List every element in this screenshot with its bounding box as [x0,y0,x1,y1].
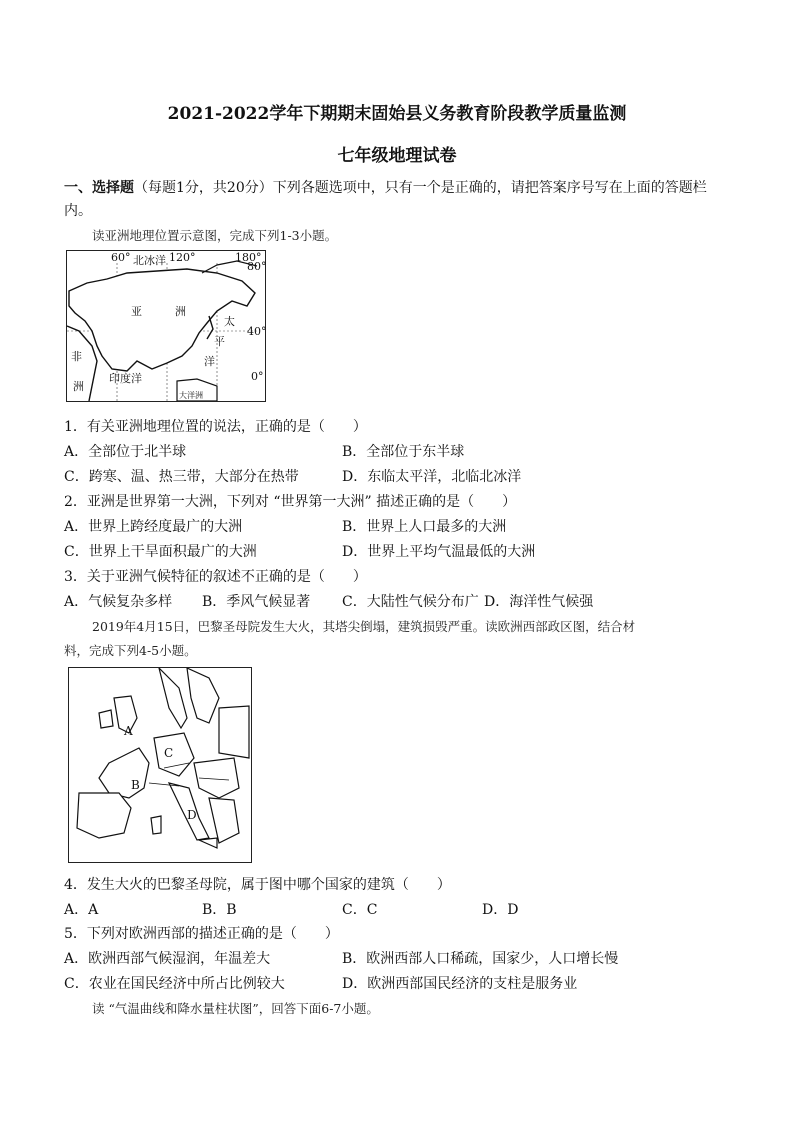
section-note-cont: 内。 [64,203,92,219]
q5-stem: 5．下列对欧洲西部的描述正确的是（ ） [64,926,339,942]
lat-40: 40° [247,325,267,338]
lon-60: 60° [111,251,131,264]
lat-0: 0° [251,370,264,383]
q3-option-a: A．气候复杂多样 [64,594,173,610]
q2-option-b: B．世界上人口最多的大洲 [342,519,507,535]
q1-option-b: B．全部位于东半球 [342,444,465,460]
q4-option-b: B．B [202,902,237,918]
asia-label-zhou: 洲 [175,305,186,318]
section-heading-line [64,177,707,197]
pacific-label-ping: 平 [214,335,225,348]
q1-stem: 1．有关亚洲地理位置的说法，正确的是（ ） [64,419,367,435]
region-b-label: B [131,778,140,792]
intro-1: 读亚洲地理位置示意图，完成下列1-3小题。 [92,228,338,243]
q2-option-a: A．世界上跨经度最广的大洲 [64,519,243,535]
q1-option-d: D．东临太平洋，北临北冰洋 [342,469,522,485]
asia-label-ya: 亚 [131,305,142,318]
q5-option-a: A．欧洲西部气候湿润，年温差大 [64,951,271,967]
pacific-label-yang: 洋 [204,355,215,368]
exam-title: 2021-2022学年下期期末固始县义务教育阶段教学质量监测 [167,104,627,124]
africa-label-fei: 非 [71,350,82,363]
q3-stem: 3．关于亚洲气候特征的叙述不正确的是（ ） [64,569,367,585]
europe-map-outline [69,668,251,862]
q5-option-c: C．农业在国民经济中所占比例较大 [64,976,285,992]
q2-option-d: D．世界上平均气温最低的大洲 [342,544,536,560]
q5-option-d: D．欧洲西部国民经济的支柱是服务业 [342,976,578,992]
q3-option-b: B．季风气候显著 [202,594,311,610]
lon-180: 180° [235,251,262,264]
q1-option-c: C．跨寒、温、热三带，大部分在热带 [64,469,299,485]
oceania-label: 大洋洲 [179,391,203,400]
asia-map [66,250,266,402]
q2-option-c: C．世界上干旱面积最广的大洲 [64,544,257,560]
pacific-label-tai: 太 [224,315,235,328]
intro-2: 2019年4月15日，巴黎圣母院发生大火，其塔尖倒塌，建筑损毁严重。读欧洲西部政区图，结合材 [92,619,636,634]
intro-2-cont: 料，完成下列4-5小题。 [64,643,197,658]
q4-stem: 4．发生大火的巴黎圣母院，属于图中哪个国家的建筑（ ） [64,877,451,893]
q4-option-d: D．D [482,902,519,918]
region-a-label: A [124,724,133,738]
africa-label-zhou: 洲 [73,380,84,393]
q1-option-a: A．全部位于北半球 [64,444,187,460]
q3-option-d: D．海洋性气候强 [484,594,594,610]
intro-3: 读 “气温曲线和降水量柱状图”，回答下面6-7小题。 [92,1001,379,1016]
lon-120: 120° [169,251,196,264]
exam-subtitle: 七年级地理试卷 [337,146,457,166]
indian-ocean-label: 印度洋 [109,372,142,385]
asia-map-outline [67,251,265,401]
q4-option-a: A．A [64,902,99,918]
q4-option-c: C．C [342,902,378,918]
region-d-label: D [187,808,197,822]
q5-option-b: B．欧洲西部人口稀疏，国家少，人口增长慢 [342,951,619,967]
section-heading: 一、选择题 [64,180,134,196]
section-note: （每题1分，共20分）下列各题选项中，只有一个是正确的，请把答案序号写在上面的答题栏 [134,180,707,196]
region-c-label: C [164,746,174,760]
europe-map [68,667,252,863]
q2-stem: 2．亚洲是世界第一大洲，下列对 “世界第一大洲” 描述正确的是（ ） [64,494,517,510]
lat-80: 80° [247,260,267,273]
arctic-ocean-label: 北冰洋 [133,254,166,267]
q3-option-c: C．大陆性气候分布广 [342,594,479,610]
